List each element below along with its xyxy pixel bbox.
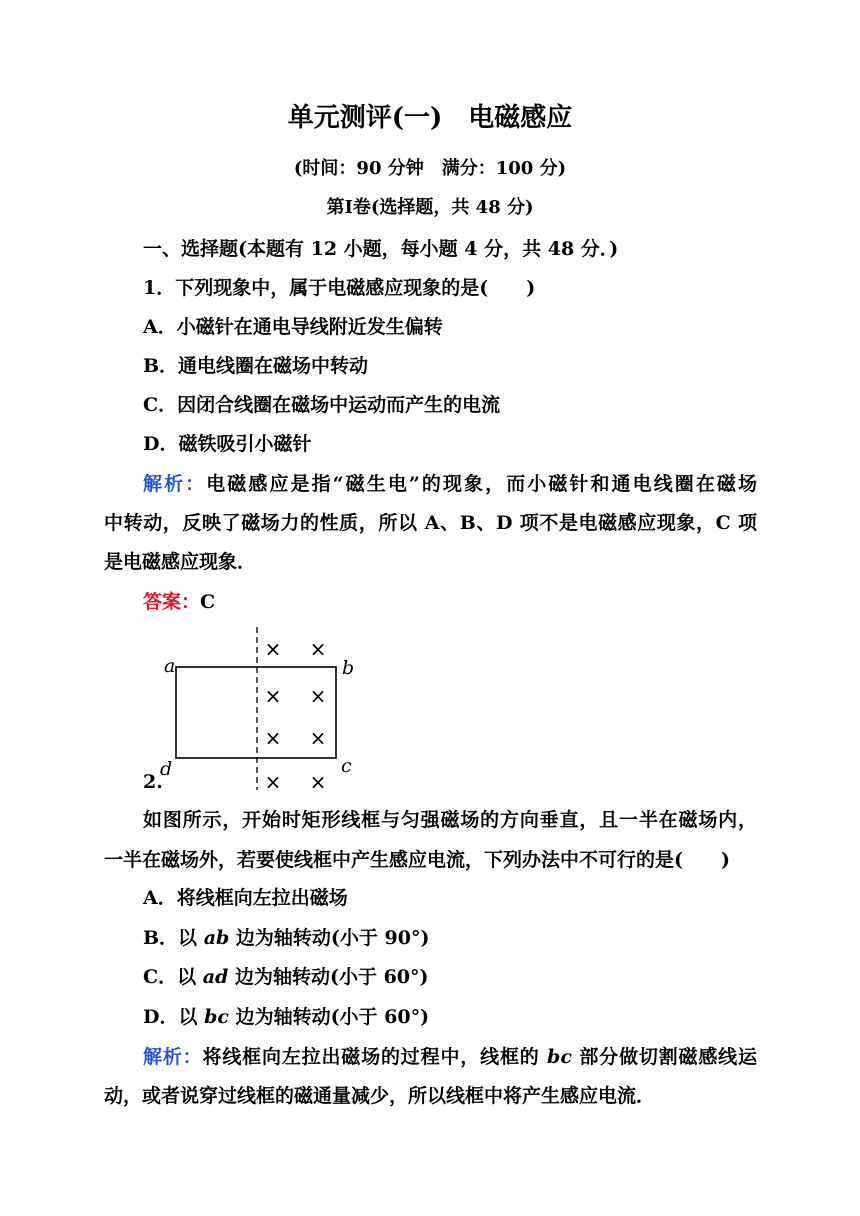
q2-option-a: A．将线框向左拉出磁场: [143, 887, 348, 909]
q1-analysis-line3: 是电磁感应现象．: [104, 551, 257, 573]
q2-analysis-label: 解析：: [143, 1046, 203, 1068]
q1-analysis-label: 解析：: [143, 473, 207, 495]
page-title: 单元测评(一) 电磁感应: [287, 103, 573, 133]
field-cross: ×: [309, 684, 327, 708]
q2-number: 2.: [143, 771, 163, 793]
corner-label-d: d: [160, 758, 173, 780]
q1-answer-value: C: [200, 591, 216, 613]
q1-analysis-line2: 中转动，反映了磁场力的性质，所以 A、B、D 项不是电磁感应现象，C 项: [104, 512, 757, 534]
q2-stem-line2: 一半在磁场外，若要使线框中产生感应电流，下列办法中不可行的是( ): [104, 849, 730, 871]
q1-option-b: B．通电线圈在磁场中转动: [143, 355, 369, 377]
q2-analysis-line1: 解析：将线框向左拉出磁场的过程中，线框的 bc 部分做切割磁感线运: [143, 1046, 757, 1068]
q2-analysis-line2: 动，或者说穿过线框的磁通量减少，所以线框中将产生感应电流．: [104, 1085, 656, 1107]
q1-option-d: D．磁铁吸引小磁针: [143, 433, 312, 455]
q1-analysis-line1: [143, 472, 757, 496]
field-cross: ×: [309, 770, 327, 794]
q2-option-c: C．以 ad 边为轴转动(小于 60°): [143, 966, 429, 988]
field-cross: ×: [309, 637, 327, 661]
section-heading: 一、选择题(本题有 12 小题，每小题 4 分，共 48 分．): [143, 238, 619, 260]
part-heading: 第Ⅰ卷(选择题，共 48 分): [326, 197, 534, 218]
corner-label-b: b: [342, 657, 355, 679]
field-cross: ×: [309, 726, 327, 750]
q2-option-d: D．以 bc 边为轴转动(小于 60°): [143, 1006, 430, 1028]
q1-option-c: C．因闭合线圈在磁场中运动而产生的电流: [143, 394, 501, 416]
q1-stem: 1．下列现象中，属于电磁感应现象的是( ): [143, 277, 536, 299]
q2-stem-line1: 如图所示，开始时矩形线框与匀强磁场的方向垂直，且一半在磁场内，: [143, 809, 757, 831]
q1-analysis-text1: 电磁感应是指“磁生电”的现象，而小磁针和通电线圈在磁场: [206, 473, 757, 495]
field-cross: ×: [264, 770, 282, 794]
exam-info: (时间：90 分钟 满分：100 分): [293, 158, 567, 179]
magnetic-field-figure: [140, 622, 380, 797]
q1-answer: [143, 590, 215, 614]
q1-option-a: A．小磁针在通电导线附近发生偏转: [143, 316, 443, 338]
q1-answer-label: 答案：: [143, 591, 201, 613]
corner-label-c: c: [341, 755, 352, 777]
q2-option-b: B．以 ab 边为轴转动(小于 90°): [143, 927, 430, 949]
field-cross: ×: [264, 637, 282, 661]
corner-label-a: a: [164, 655, 176, 677]
field-cross: ×: [264, 684, 282, 708]
field-cross: ×: [264, 726, 282, 750]
